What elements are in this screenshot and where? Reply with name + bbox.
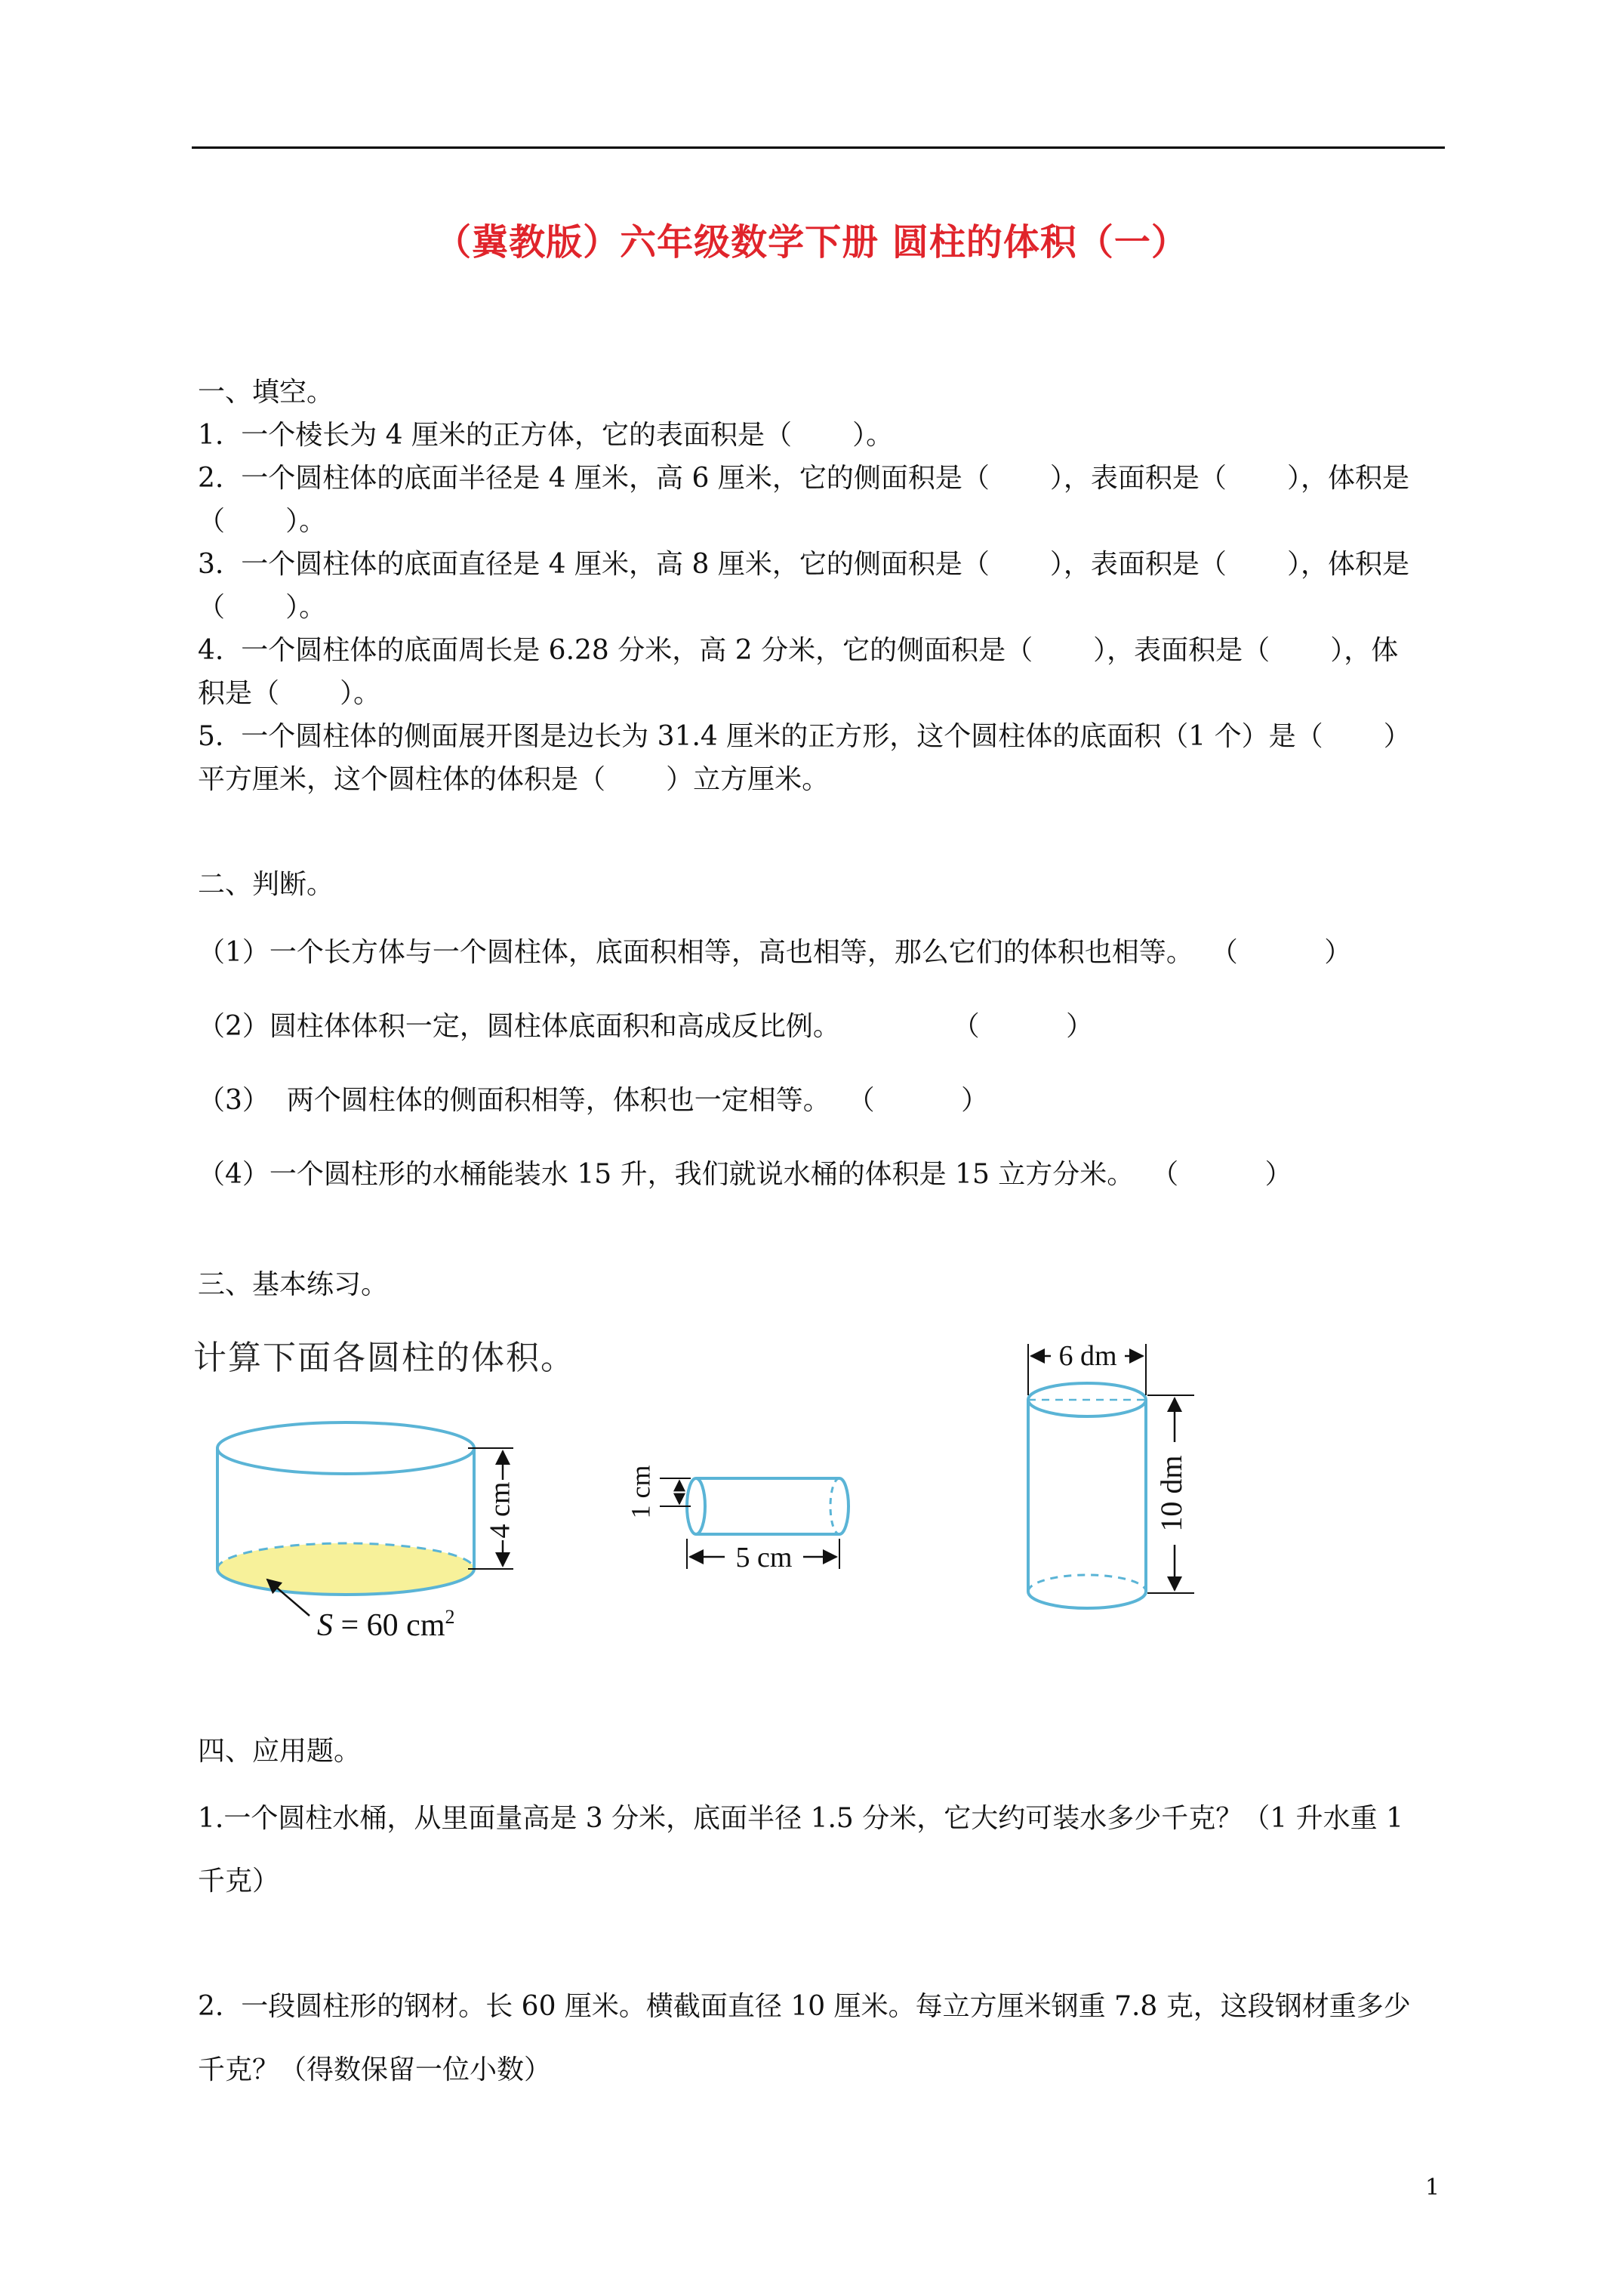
cylinder-figure-3 xyxy=(1028,1340,1194,1608)
application-question-2: 2. 一段圆柱形的钢材。长 60 厘米。横截面直径 10 厘米。每立方厘米钢重 7.8 克，这段钢材重多少 xyxy=(198,1991,1411,2022)
figure1-area-label: S = 60 $cm^2$ xyxy=(317,1606,455,1643)
application-question-1: 1.一个圆柱水桶，从里面量高是 3 分米，底面半径 1.5 分米，它大约可装水多少千克？（1 升水重 1 xyxy=(198,1803,1403,1834)
figure3-diameter-label: 6 dm xyxy=(1058,1340,1117,1372)
judge-item: （4）一个圆柱形的水桶能装水 15 升，我们就说水桶的体积是 15 立方分米。 （ ） xyxy=(198,1159,1292,1190)
figure3-height-label: 10 dm xyxy=(1154,1455,1189,1532)
question-line: 积是（ ）。 xyxy=(198,678,381,709)
judge-item: （2）圆柱体体积一定，圆柱体底面积和高成反比例。 （ ） xyxy=(198,1011,1094,1042)
application-question-2-cont: 千克？（得数保留一位小数） xyxy=(198,2054,552,2085)
page-number: 1 xyxy=(1425,2174,1440,2201)
page-title: （冀教版）六年级数学下册 圆柱的体积（一） xyxy=(435,221,1188,264)
judge-item: （1）一个长方体与一个圆柱体，底面积相等，高也相等，那么它们的体积也相等。 （ ） xyxy=(198,937,1352,968)
question-line: 1. 一个棱长为 4 厘米的正方体，它的表面积是（ ）。 xyxy=(198,420,894,451)
judge-item: （3） 两个圆柱体的侧面积相等，体积也一定相等。 （ ） xyxy=(198,1085,989,1116)
question-line: 3. 一个圆柱体的底面直径是 4 厘米，高 8 厘米，它的侧面积是（ ），表面积是（ ），体积是 xyxy=(198,549,1410,580)
section-heading-application: 四、应用题。 xyxy=(198,1736,362,1767)
question-line: （ ）。 xyxy=(198,506,327,537)
cylinder-figure-1 xyxy=(217,1422,516,1643)
cylinder-figure-2 xyxy=(625,1465,848,1573)
cylinder-top-ellipse xyxy=(217,1422,474,1474)
question-line: 5. 一个圆柱体的侧面展开图是边长为 31.4 厘米的正方形，这个圆柱体的底面积（1 个）是（ ） xyxy=(198,721,1411,752)
figure2-height-label: 1 cm xyxy=(625,1465,656,1519)
question-line: 4. 一个圆柱体的底面周长是 6.28 分米，高 2 分米，它的侧面积是（ ），表面积是（ ），体 xyxy=(198,635,1399,666)
section-heading-practice: 三、基本练习。 xyxy=(198,1269,389,1300)
question-line: 2. 一个圆柱体的底面半径是 4 厘米，高 6 厘米，它的侧面积是（ ），表面积是（ ），体积是 xyxy=(198,463,1410,494)
figure1-height-label: 4 cm xyxy=(484,1481,516,1539)
section-heading-fill-in: 一、填空。 xyxy=(198,377,334,408)
figure2-length-label: 5 cm xyxy=(735,1542,793,1573)
practice-instruction: 计算下面各圆柱的体积。 xyxy=(193,1339,575,1377)
question-line: 平方厘米，这个圆柱体的体积是（ ）立方厘米。 xyxy=(198,764,830,795)
application-question-1-cont: 千克） xyxy=(198,1866,280,1897)
question-line: （ ）。 xyxy=(198,592,327,623)
section-heading-judge: 二、判断。 xyxy=(198,869,334,900)
